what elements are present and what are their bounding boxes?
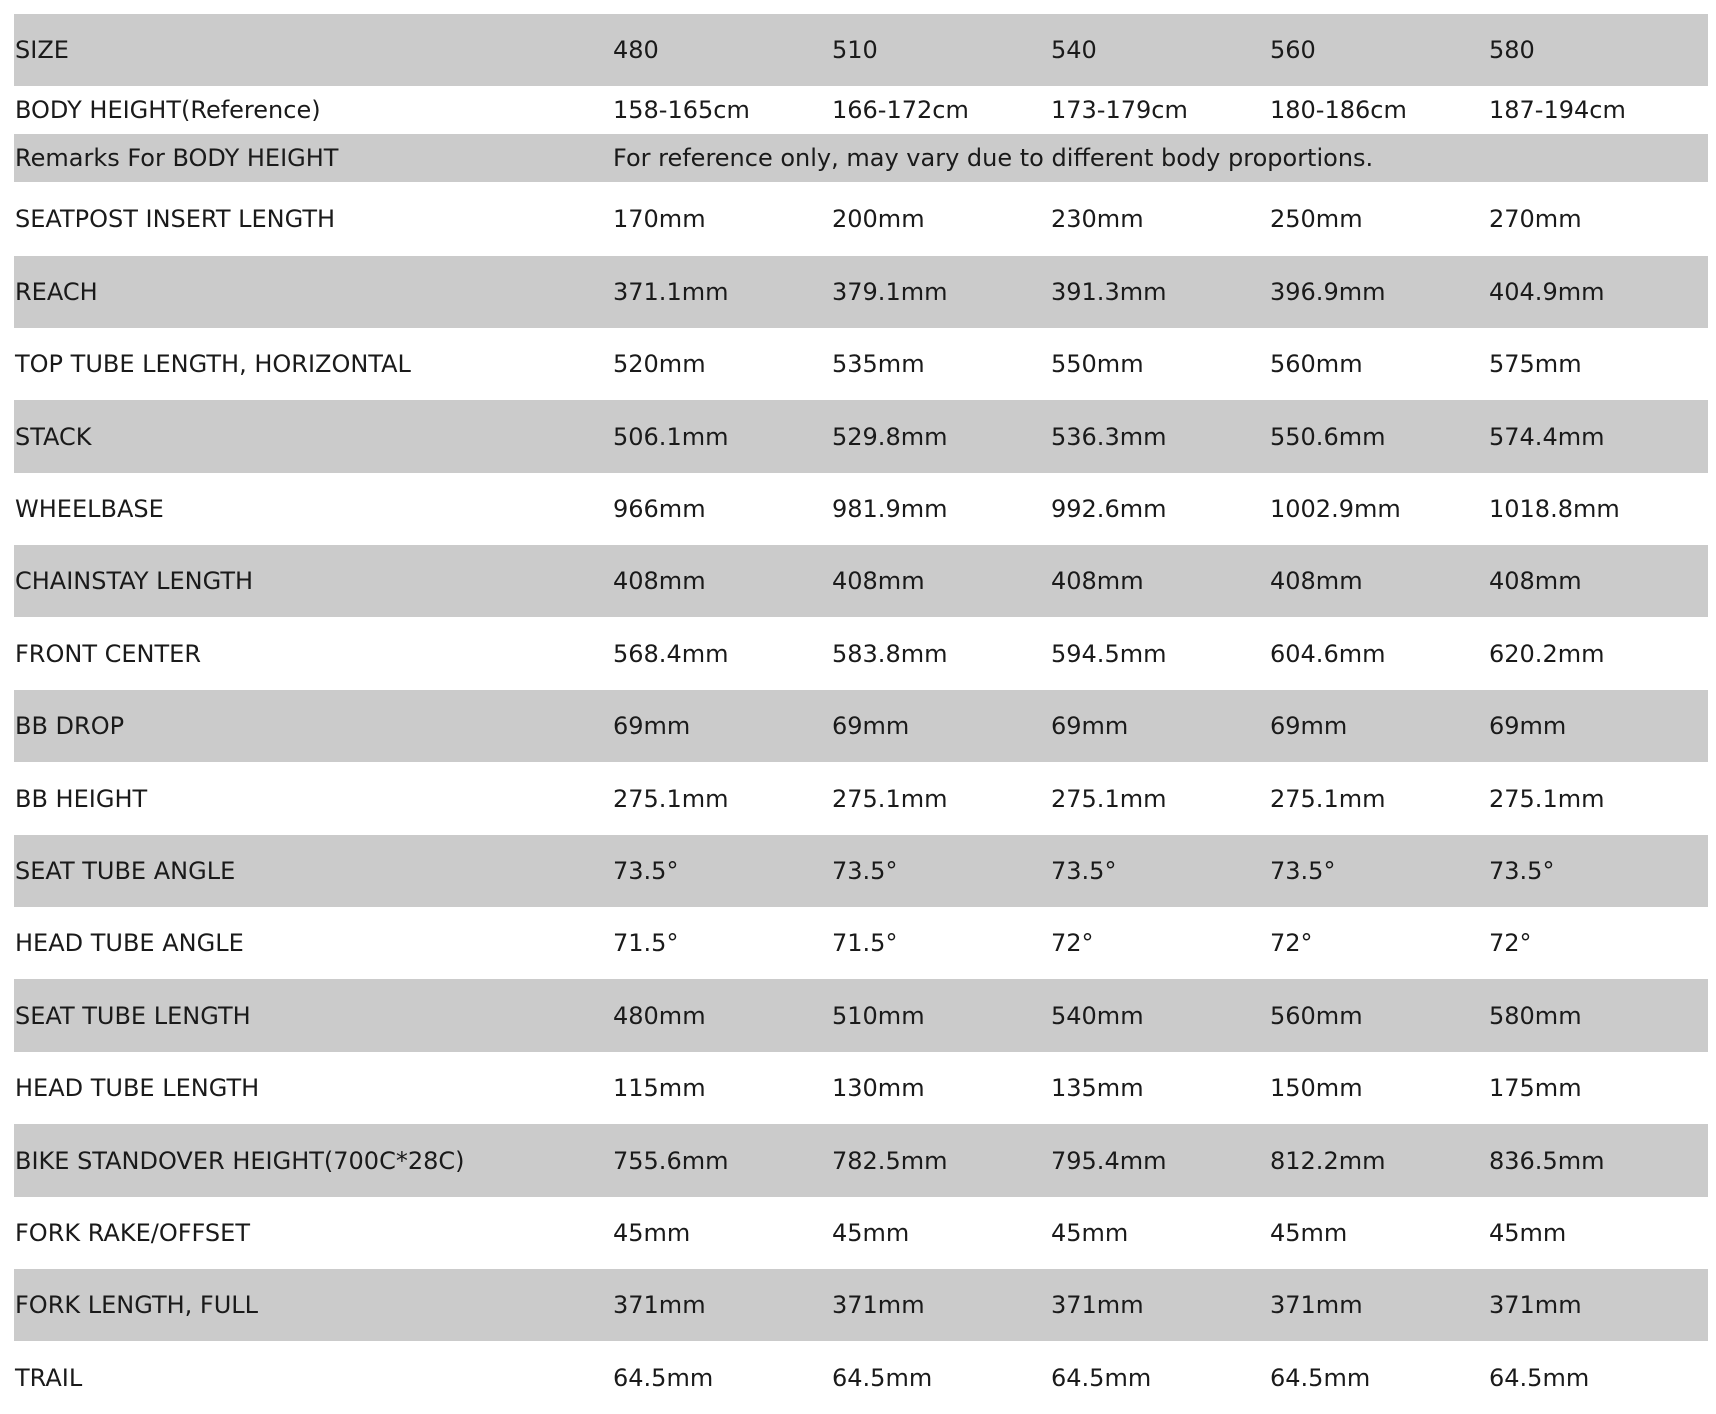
- table-cell: 755.6mm: [613, 1124, 832, 1197]
- table-cell: 45mm: [1051, 1197, 1270, 1269]
- table-cell: 64.5mm: [832, 1341, 1051, 1414]
- table-cell: 371mm: [613, 1269, 832, 1341]
- table-cell: 69mm: [1489, 690, 1708, 762]
- table-cell: 71.5°: [832, 907, 1051, 979]
- table-cell: 836.5mm: [1489, 1124, 1708, 1197]
- row-label: FORK LENGTH, FULL: [14, 1269, 613, 1341]
- table-row: [14, 979, 1708, 1052]
- table-cell: 1018.8mm: [1489, 473, 1708, 545]
- table-cell: 173-179cm: [1051, 86, 1270, 134]
- table-cell: 506.1mm: [613, 400, 832, 473]
- table-cell: 115mm: [613, 1052, 832, 1124]
- table-cell: 69mm: [613, 690, 832, 762]
- table-row: [14, 328, 1708, 400]
- row-label: TRAIL: [14, 1341, 613, 1414]
- table-cell: 371mm: [1270, 1269, 1489, 1341]
- size-header-row: [14, 14, 1708, 86]
- size-540: 540: [1051, 14, 1270, 86]
- row-label: BODY HEIGHT(Reference): [14, 86, 613, 134]
- table-cell: 72°: [1489, 907, 1708, 979]
- table-row: [14, 907, 1708, 979]
- table-cell: 371mm: [1051, 1269, 1270, 1341]
- table-cell: 575mm: [1489, 328, 1708, 400]
- table-cell: 583.8mm: [832, 617, 1051, 690]
- row-label: REACH: [14, 256, 613, 328]
- table-cell: 175mm: [1489, 1052, 1708, 1124]
- table-cell: 408mm: [1270, 545, 1489, 617]
- row-label: HEAD TUBE ANGLE: [14, 907, 613, 979]
- table-cell: 135mm: [1051, 1052, 1270, 1124]
- table-row: [14, 1269, 1708, 1341]
- table-row: [14, 473, 1708, 545]
- table-cell: 540mm: [1051, 979, 1270, 1052]
- table-cell: 150mm: [1270, 1052, 1489, 1124]
- table-cell: 73.5°: [613, 835, 832, 907]
- table-cell: 166-172cm: [832, 86, 1051, 134]
- table-cell: 64.5mm: [1270, 1341, 1489, 1414]
- row-label: BB HEIGHT: [14, 762, 613, 835]
- table-cell: 536.3mm: [1051, 400, 1270, 473]
- body-height-row: [14, 86, 1708, 134]
- table-row: [14, 1124, 1708, 1197]
- table-cell: 71.5°: [613, 907, 832, 979]
- table-cell: 408mm: [613, 545, 832, 617]
- table-cell: 408mm: [1051, 545, 1270, 617]
- table-row: [14, 182, 1708, 256]
- table-cell: 275.1mm: [1489, 762, 1708, 835]
- table-cell: 72°: [1270, 907, 1489, 979]
- table-cell: 275.1mm: [613, 762, 832, 835]
- table-cell: 529.8mm: [832, 400, 1051, 473]
- table-row: [14, 400, 1708, 473]
- row-label: BIKE STANDOVER HEIGHT(700C*28C): [14, 1124, 613, 1197]
- table-cell: 574.4mm: [1489, 400, 1708, 473]
- table-cell: 270mm: [1489, 182, 1708, 256]
- table-cell: 64.5mm: [613, 1341, 832, 1414]
- table-cell: 594.5mm: [1051, 617, 1270, 690]
- table-cell: 230mm: [1051, 182, 1270, 256]
- table-cell: 45mm: [613, 1197, 832, 1269]
- table-cell: 408mm: [1489, 545, 1708, 617]
- table-cell: 371mm: [1489, 1269, 1708, 1341]
- table-cell: 782.5mm: [832, 1124, 1051, 1197]
- table-row: [14, 545, 1708, 617]
- table-cell: 187-194cm: [1489, 86, 1708, 134]
- row-label: TOP TUBE LENGTH, HORIZONTAL: [14, 328, 613, 400]
- table-cell: 604.6mm: [1270, 617, 1489, 690]
- table-row: [14, 835, 1708, 907]
- table-cell: 992.6mm: [1051, 473, 1270, 545]
- remarks-row: [14, 134, 1708, 182]
- row-label: SEAT TUBE ANGLE: [14, 835, 613, 907]
- remarks-text: For reference only, may vary due to different body proportions.: [613, 134, 1708, 182]
- table-cell: 275.1mm: [1051, 762, 1270, 835]
- table-row: [14, 690, 1708, 762]
- table-cell: 64.5mm: [1051, 1341, 1270, 1414]
- table-cell: 371.1mm: [613, 256, 832, 328]
- table-cell: 379.1mm: [832, 256, 1051, 328]
- table-cell: 45mm: [1270, 1197, 1489, 1269]
- size-480: 480: [613, 14, 832, 86]
- table-cell: 158-165cm: [613, 86, 832, 134]
- table-cell: 371mm: [832, 1269, 1051, 1341]
- table-cell: 480mm: [613, 979, 832, 1052]
- table-cell: 966mm: [613, 473, 832, 545]
- table-cell: 408mm: [832, 545, 1051, 617]
- table-cell: 73.5°: [1489, 835, 1708, 907]
- table-cell: 795.4mm: [1051, 1124, 1270, 1197]
- size-510: 510: [832, 14, 1051, 86]
- table-cell: 275.1mm: [832, 762, 1051, 835]
- table-row: [14, 1197, 1708, 1269]
- geometry-table: [14, 14, 1708, 1414]
- table-cell: 812.2mm: [1270, 1124, 1489, 1197]
- table-cell: 180-186cm: [1270, 86, 1489, 134]
- size-560: 560: [1270, 14, 1489, 86]
- table-cell: 250mm: [1270, 182, 1489, 256]
- row-label: WHEELBASE: [14, 473, 613, 545]
- row-label: FORK RAKE/OFFSET: [14, 1197, 613, 1269]
- table-cell: 73.5°: [1051, 835, 1270, 907]
- table-cell: 404.9mm: [1489, 256, 1708, 328]
- table-cell: 73.5°: [832, 835, 1051, 907]
- table-cell: 275.1mm: [1270, 762, 1489, 835]
- table-cell: 580mm: [1489, 979, 1708, 1052]
- table-row: [14, 1341, 1708, 1414]
- row-label: SIZE: [14, 14, 613, 86]
- table-cell: 45mm: [832, 1197, 1051, 1269]
- table-cell: 560mm: [1270, 979, 1489, 1052]
- table-cell: 560mm: [1270, 328, 1489, 400]
- table-cell: 72°: [1051, 907, 1270, 979]
- table-cell: 64.5mm: [1489, 1341, 1708, 1414]
- table-row: [14, 256, 1708, 328]
- table-cell: 396.9mm: [1270, 256, 1489, 328]
- table-cell: 568.4mm: [613, 617, 832, 690]
- table-cell: 550.6mm: [1270, 400, 1489, 473]
- row-label: SEAT TUBE LENGTH: [14, 979, 613, 1052]
- row-label: Remarks For BODY HEIGHT: [14, 134, 613, 182]
- table-cell: 981.9mm: [832, 473, 1051, 545]
- table-row: [14, 1052, 1708, 1124]
- table-cell: 391.3mm: [1051, 256, 1270, 328]
- row-label: STACK: [14, 400, 613, 473]
- table-cell: 1002.9mm: [1270, 473, 1489, 545]
- table-cell: 45mm: [1489, 1197, 1708, 1269]
- row-label: SEATPOST INSERT LENGTH: [14, 182, 613, 256]
- table-cell: 170mm: [613, 182, 832, 256]
- size-580: 580: [1489, 14, 1708, 86]
- table-cell: 73.5°: [1270, 835, 1489, 907]
- row-label: HEAD TUBE LENGTH: [14, 1052, 613, 1124]
- table-cell: 520mm: [613, 328, 832, 400]
- table-cell: 535mm: [832, 328, 1051, 400]
- table-cell: 130mm: [832, 1052, 1051, 1124]
- table-cell: 510mm: [832, 979, 1051, 1052]
- table-cell: 69mm: [1051, 690, 1270, 762]
- table-cell: 550mm: [1051, 328, 1270, 400]
- row-label: FRONT CENTER: [14, 617, 613, 690]
- row-label: CHAINSTAY LENGTH: [14, 545, 613, 617]
- table-row: [14, 762, 1708, 835]
- table-cell: 620.2mm: [1489, 617, 1708, 690]
- table-cell: 69mm: [1270, 690, 1489, 762]
- table-cell: 69mm: [832, 690, 1051, 762]
- table-row: [14, 617, 1708, 690]
- table-cell: 200mm: [832, 182, 1051, 256]
- row-label: BB DROP: [14, 690, 613, 762]
